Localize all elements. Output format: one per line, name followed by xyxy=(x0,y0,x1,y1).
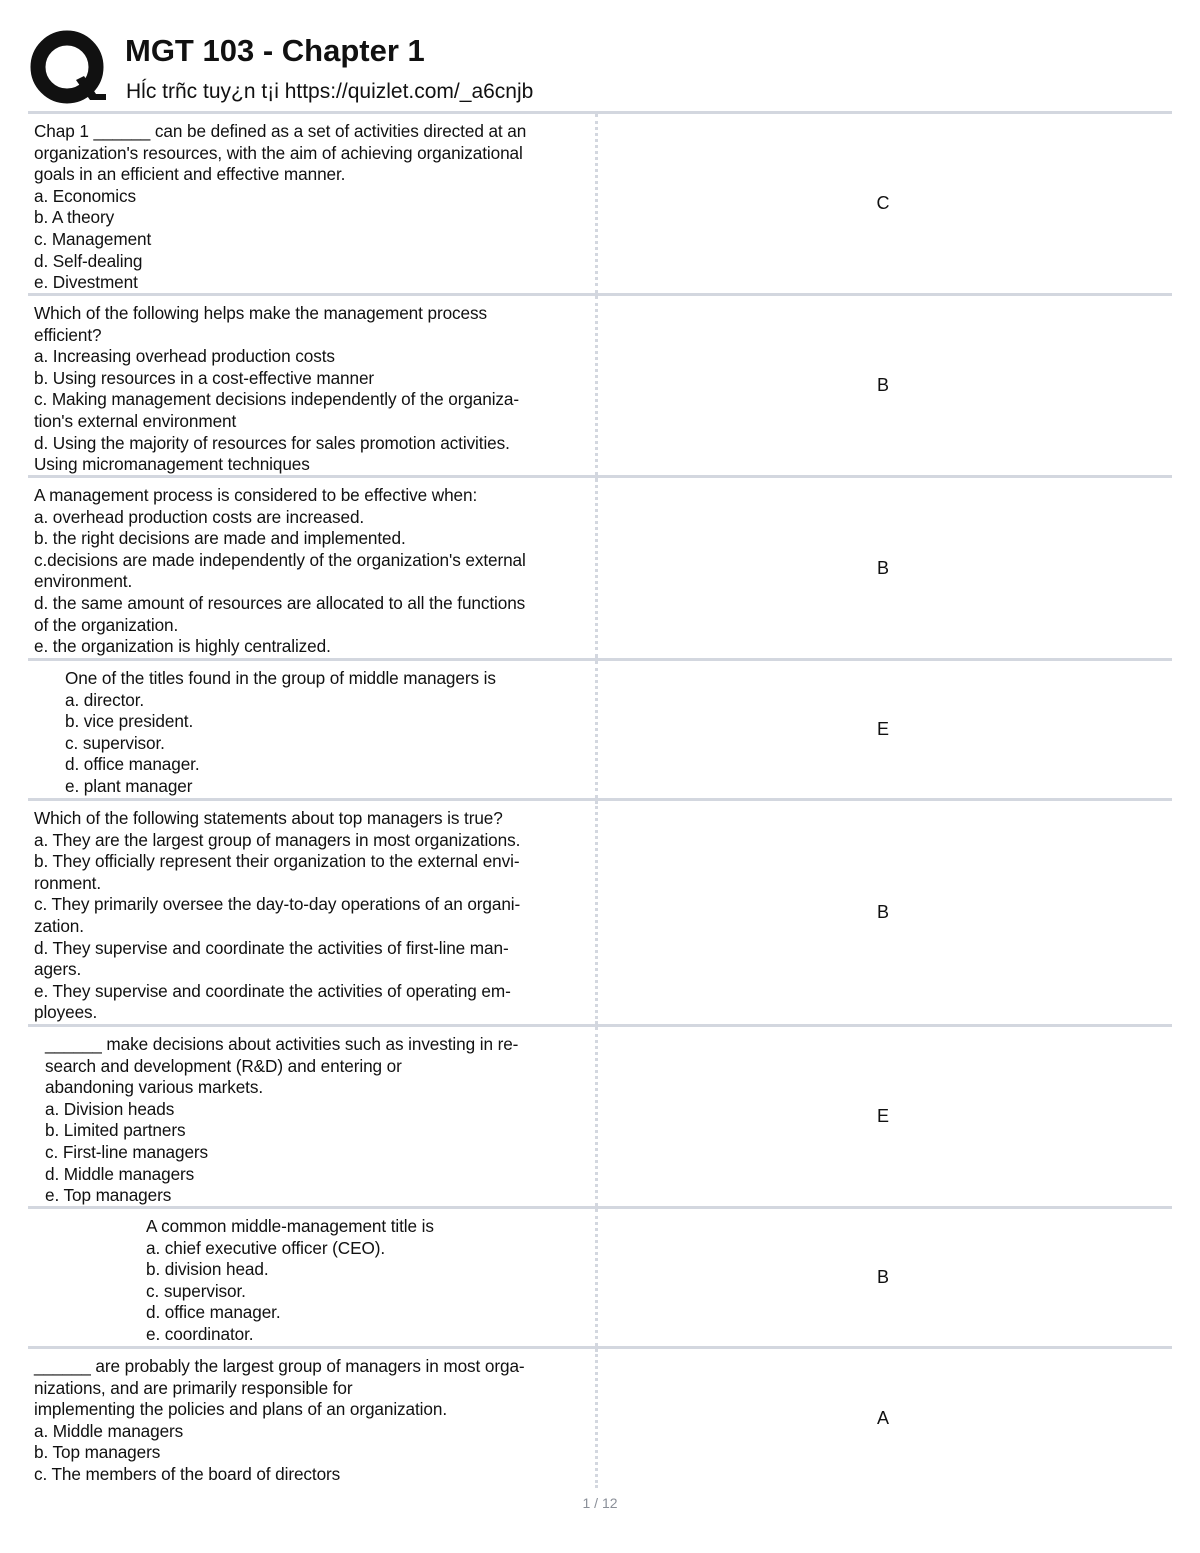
answer-text: A xyxy=(876,1408,889,1428)
answer-text: B xyxy=(876,1267,889,1287)
flashcard-answer xyxy=(598,661,1172,798)
flashcard-answer xyxy=(598,114,1172,293)
answer-text: B xyxy=(876,557,889,578)
flashcard-row xyxy=(28,114,1172,296)
flashcard-term: A management process is considered to be effective when: a. overhead production costs are increased. b. the right decisions are made and implemented. c.decisions are made independently of the organization's external environment. d. the same amount of resources are allocated to all the functions of the organization. e. the organization is highly centralized. xyxy=(28,478,598,658)
page-subtitle: Hĺc trñc tuy¿n t¡i https://quizlet.com/_a6cnjb xyxy=(126,80,534,103)
flashcard-row xyxy=(28,1027,1172,1209)
answer-text: E xyxy=(876,719,889,739)
flashcard-row xyxy=(28,296,1172,478)
page-title: MGT 103 - Chapter 1 xyxy=(125,33,425,68)
flashcard-term: Chap 1 ______ can be defined as a set of activities directed at an organization's resources, with the aim of achieving organizational goals in an efficient and effective manner. a. Economics b. A theory c. Management d. Self-dealing e. Divestment xyxy=(28,114,598,293)
flashcard-row xyxy=(28,1349,1172,1488)
answer-text: E xyxy=(876,1106,889,1126)
flashcard-row xyxy=(28,478,1172,661)
flashcard-row xyxy=(28,801,1172,1027)
answer-text: B xyxy=(876,902,889,922)
flashcard-answer xyxy=(598,1027,1172,1206)
flashcard-row xyxy=(28,1209,1172,1349)
flashcard-term: A common middle-management title is a. chief executive officer (CEO). b. division head. c. supervisor. d. office manager. e. coordinator. xyxy=(28,1209,598,1346)
flashcard-term: Which of the following helps make the management process efficient? a. Increasing overhead production costs b. Using resources in a cost-effective manner c. Making management decisions independently of the organiza- tion's external environment d. Using the majority of resources for sales promotion activities. Using micromanagement techniques xyxy=(28,296,598,475)
flashcard-answer xyxy=(598,478,1172,658)
flashcard-term: ______ are probably the largest group of managers in most orga- nizations, and are primarily responsible for implementing the policies and plans of an organization. a. Middle managers b. Top managers c. The members of the board of directors xyxy=(28,1349,598,1488)
flashcard-term: ______ make decisions about activities such as investing in re- search and development (R&D) and entering or abandoning various markets. a. Division heads b. Limited partners c. First-line managers d. Middle managers e. Top managers xyxy=(28,1027,598,1206)
flashcard-term: One of the titles found in the group of middle managers is a. director. b. vice president. c. supervisor. d. office manager. e. plant manager xyxy=(28,661,598,798)
quizlet-logo-icon xyxy=(30,30,108,108)
answer-text: B xyxy=(876,375,889,395)
flashcard-answer xyxy=(598,1349,1172,1488)
page-number: 1 / 12 xyxy=(582,1495,618,1511)
flashcard-table xyxy=(28,111,1172,1488)
flashcard-answer xyxy=(598,801,1172,1024)
flashcard-answer xyxy=(598,1209,1172,1346)
flashcard-answer xyxy=(598,296,1172,475)
flashcard-row xyxy=(28,661,1172,801)
answer-text: C xyxy=(876,193,890,213)
flashcard-term: Which of the following statements about top managers is true? a. They are the largest group of managers in most organizations. b. They officially represent their organization to the external envi- ronment. c. They primarily oversee the day-to-day operations of an organi- zation. d. They supervise and coordinate the activities of first-line man- agers. e. They supervise and coordinate the activities of operating em- ployees. xyxy=(28,801,598,1024)
